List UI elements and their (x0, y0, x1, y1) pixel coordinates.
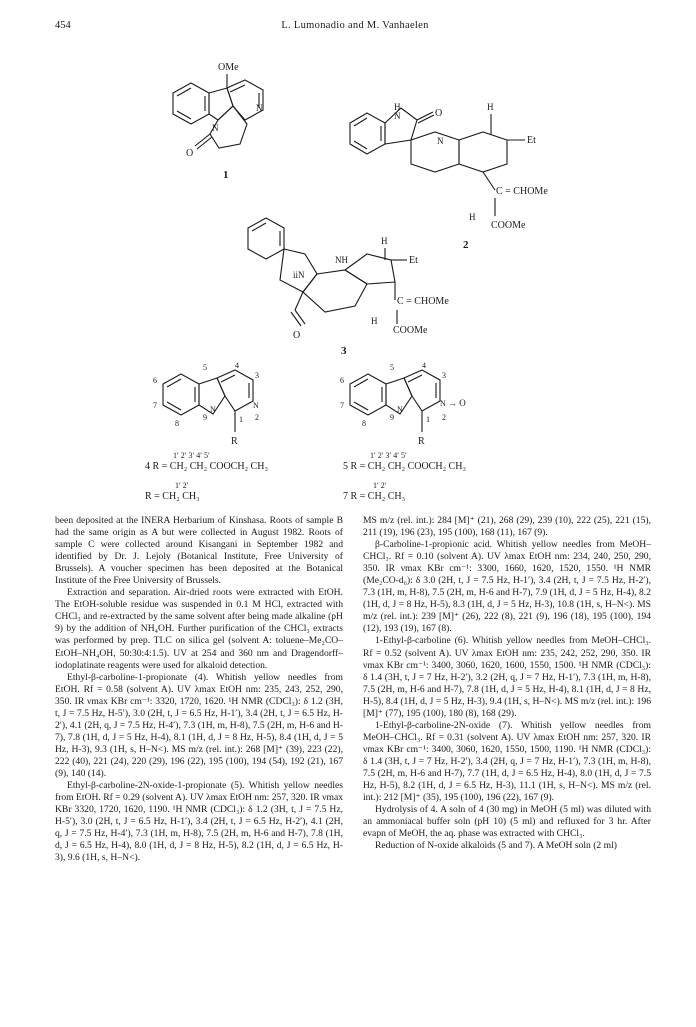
n-label-4a: N (253, 401, 259, 410)
pos-9a: 9 (203, 413, 207, 422)
left-paragraph-4: Ethyl-β-carboline-2N-oxide-1-propionate (5). Whitish yellow needles from EtOH. Rf = 0.29 (solvent A). UV λmax EtOH nm: 257, 320. IR νmax KBr 3320, 1720, 1620, 1190. ¹H NMR (CDCl₃): δ 1.2 (3H, t, J = 7.5 Hz, H-5′), 3.0 (2H, t, J = 6.5 Hz, H-1′), 3.4 (2H, t, J = 6.5 Hz, H-2′), 4.1 (2H, q, J = 7.5 Hz, H-4′), 7.3 (1H, m, H-8), 7.5 (2H, m, H-6 and H-7), 7.8 (1H, d, J = 6.5 Hz, H-4), 8.0 (1H, d, J = 8 Hz, H-5), 8.2 (1H, d, J = 6.5 Hz, H-3), 9.6 (1H, s, H–N<). (55, 780, 343, 864)
compound-1 (173, 62, 263, 181)
n-label-2a: N (394, 111, 401, 121)
h-label-3b: H (371, 316, 378, 326)
coome-label-3: COOMe (393, 325, 428, 336)
legend-5a: 5 R = CH₂ CH₂ COOCH₂ CH₃ (343, 461, 466, 472)
h-label-3a: H (381, 236, 388, 246)
primes-a: 1′ 2′ 3′ 4′ 5′ (173, 451, 210, 460)
h-label-2b: H (487, 102, 494, 112)
compound-2 (350, 102, 548, 251)
pos-4a: 4 (235, 361, 239, 370)
structures-svg (55, 48, 655, 510)
legend-7: 7 R = CH₂ CH₃ (343, 491, 406, 502)
pos-6a: 6 (153, 376, 157, 385)
ome-label: OMe (218, 62, 239, 73)
page-number: 454 (55, 20, 71, 31)
primes-c: 1′ 2′ 3′ 4′ 5′ (370, 451, 407, 460)
compound-3 (248, 218, 449, 357)
pos-8a: 8 (175, 419, 179, 428)
n-label-1a: N (256, 103, 263, 113)
primes-d: 1′ 2′ (373, 481, 387, 490)
o-label-2: O (435, 108, 443, 119)
pos-2b: 2 (442, 413, 446, 422)
o-label-1: O (186, 148, 194, 159)
iin-label-3: iiN (293, 270, 305, 280)
right-paragraph-1: MS m/z (rel. int.): 284 [M]⁺ (21), 268 (29), 239 (10), 222 (25), 221 (15), 211 (19), 196 (23), 195 (100), 168 (11), 167 (9). (363, 515, 651, 539)
coome-label-2: COOMe (491, 220, 526, 231)
n-label-2b: N (437, 136, 444, 146)
pos-5b: 5 (390, 363, 394, 372)
right-paragraph-6: Reduction of N-oxide alkaloids (5 and 7). A MeOH soln (2 ml) (375, 840, 617, 852)
right-paragraph-5: Hydrolysis of 4. A soln of 4 (30 mg) in MeOH (5 ml) was diluted with an ammoniacal buffer soln (pH 10) (5 ml) and refluxed for 3 hr. After evapn of MeOH, the aq. phase was extracted with CHCl₃. (363, 804, 651, 840)
pos-3b: 3 (442, 371, 446, 380)
n-label-5a: N (440, 399, 446, 408)
h-label-2a: H (394, 102, 401, 112)
pos-9b: 9 (390, 413, 394, 422)
legend-4b: R = CH₂ CH₃ (145, 491, 200, 502)
et-label-3: Et (409, 255, 418, 266)
left-paragraph-2: Extraction and separation. Air-dried roots were extracted with EtOH. The EtOH-soluble residue was suspended in 0.1 M HCl, extracted with CHCl₃ and re-extracted by the same solvent after being made alkaline (pH 9) by the addition of NH₄OH. Further purification of the CHCl₃ extracts was performed by prep. TLC on silica gel (solvent A: toluene–Me₂CO–EtOH–NH₄OH, 50:30:4:1.5). UV at 254 and 360 nm and Dragendorff–iodoplatinate reagents were used for alkaloid detection. (55, 587, 343, 671)
running-authors: L. Lumonadio and M. Vanhaelen (281, 20, 429, 31)
n-label-5b: N (397, 405, 403, 414)
r-label-5: R (418, 436, 425, 447)
chemical-structures-figure (55, 48, 655, 510)
primes-b: 1′ 2′ (175, 481, 189, 490)
pos-2a: 2 (255, 413, 259, 422)
nh-label-3: NH (335, 255, 348, 265)
pos-1a: 1 (239, 415, 243, 424)
compounds-4-6 (145, 361, 268, 502)
chome-label-2: C = CHOMe (496, 186, 548, 197)
pos-3a: 3 (255, 371, 259, 380)
compound-label-3: 3 (341, 345, 347, 357)
body-text (55, 515, 651, 1015)
pos-1b: 1 (426, 415, 430, 424)
r-label-4: R (231, 436, 238, 447)
n-label-1b: N (212, 123, 219, 133)
o-label-3: O (293, 330, 301, 341)
h-label-2c: H (469, 212, 476, 222)
compounds-5-7 (340, 361, 466, 502)
et-label-2: Et (527, 135, 536, 146)
right-paragraph-2: β-Carboline-1-propionic acid. Whitish yellow needles from MeOH–CHCl₃. Rf = 0.10 (solvent A). UV λmax EtOH nm: 234, 240, 250, 290, 350. IR νmax KBr cm⁻¹: 3300, 1660, 1620, 1520, 1550. ¹H NMR (Me₂CO-d₆): δ 3.0 (2H, t, J = 7.5 Hz, H-1′), 3.4 (2H, t, J = 7.5 Hz, H-2′), 7.3 (1H, m, H-8), 7.5 (2H, m, H-6 and H-7), 7.9 (1H, d, J = 5 Hz, H-4), 8.2 (1H, d, J = 8 Hz, H-5), 8.3 (1H, d, J = 5 Hz, H-3), 10.8 (1H, s, H–N<). MS m/z (rel. int.): 239 [M]⁺ (26), 222 (8), 221 (9), 196 (18), 195 (100), 194 (12), 193 (19), 167 (8). (363, 539, 651, 635)
right-paragraph-3: 1-Ethyl-β-carboline (6). Whitish yellow needles from MeOH–CHCl₃. Rf = 0.52 (solvent A). UV λmax EtOH nm: 235, 242, 252, 290, 350. IR νmax KBr cm⁻¹: 3400, 3060, 1620, 1600, 1550, 1500. ¹H NMR (CDCl₃): δ 1.4 (3H, t, J = 7 Hz, H-2′), 3.2 (2H, q, J = 7 Hz, H-1′), 7.3 (1H, m, H-8), 7.5 (2H, m, H-6 and H-7), 7.8 (1H, d, J = 5 Hz, H-4), 8.1 (1H, d, J = 8 Hz, H-5), 8.4 (1H, d, J = 5 Hz, H-3), 9.4 (1H, s, H–N<). MS m/z (rel. int.): 196 [M]⁺ (77), 195 (100), 180 (8), 168 (29). (363, 635, 651, 719)
left-paragraph-3: Ethyl-β-carboline-1-propionate (4). Whitish yellow needles from EtOH. Rf = 0.58 (solvent A). UV λmax EtOH nm: 235, 243, 252, 290, 350. IR νmax KBr cm⁻¹: 3320, 1720, 1620. ¹H NMR (CDCl₃): δ 1.2 (3H, t, J = 7.5 Hz, H-5′), 3.0 (2H, t, J = 6.5 Hz, H-1′), 3.4 (2H, t, J = 6.5 Hz, H-2′), 4.1 (2H, q, J = 7.5 Hz, H-4′), 7.3 (1H, m, H-8), 7.5 (2H, m, H-6 and H-7), 7.8 (1H, d, J = 5 Hz, H-4), 8.1 (1H, d, J = 8 Hz, H-5), 8.4 (1H, d, J = 5 Hz, H-3), 9.3 (1H, s, H–N<). MS m/z (rel. int.): 268 [M]⁺ (39), 223 (22), 222 (40), 221 (24), 220 (29), 196 (22), 195 (100), 194 (54), 192 (21), 167 (9), 140 (14). (55, 671, 343, 779)
right-column (363, 515, 651, 852)
compound-label-2: 2 (463, 239, 469, 251)
n-oxide-arrow: → O (448, 398, 466, 408)
left-paragraph-1: been deposited at the INERA Herbarium of Kinshasa. Roots of sample B had the same origin as A but were collected in August 1982. Roots of sample C were collected around Kisangani in September 1982 and identified by Dr. J. Lejoly (Botanical Institute, Free University of Brussels). A voucher specimen has been deposited at the Botanical Institute of the Free University of Brussels. (55, 515, 343, 587)
chome-label-3: C = CHOMe (397, 296, 449, 307)
pos-5a: 5 (203, 363, 207, 372)
pos-7a: 7 (153, 401, 157, 410)
pos-7b: 7 (340, 401, 344, 410)
pos-4b: 4 (422, 361, 426, 370)
legend-4a: 4 R = CH₂ CH₂ COOCH₂ CH₃ (145, 461, 268, 472)
pos-8b: 8 (362, 419, 366, 428)
compound-label-1: 1 (223, 169, 229, 181)
n-label-4b: N (210, 405, 216, 414)
running-header (55, 20, 655, 36)
right-paragraph-4: 1-Ethyl-β-carboline-2N-oxide (7). Whitish yellow needles from MeOH–CHCl₃. Rf = 0.31 (solvent A). UV λmax EtOH nm: 257, 320. IR νmax KBr cm⁻¹: 3400, 3060, 1620, 1550, 1500, 1190. ¹H NMR (CDCl₃): δ 1.4 (3H, t, J = 7 Hz, H-2′), 3.4 (2H, q, J = 7 Hz, H-1′), 7.3 (1H, m, H-8), 7.5 (2H, m, H-6 and H-7), 7.7 (1H, d, J = 6.5 Hz, H-4), 8.0 (1H, d, J = 7.5 Hz, H-5), 8.2 (1H, d, J = 6.5 Hz, H-3), 11.1 (1H, s, H–N<). MS m/z (rel. int.): 212 [M]⁺ (35), 195 (100), 196 (22), 167 (9). (363, 719, 651, 804)
left-column (55, 515, 343, 864)
pos-6b: 6 (340, 376, 344, 385)
